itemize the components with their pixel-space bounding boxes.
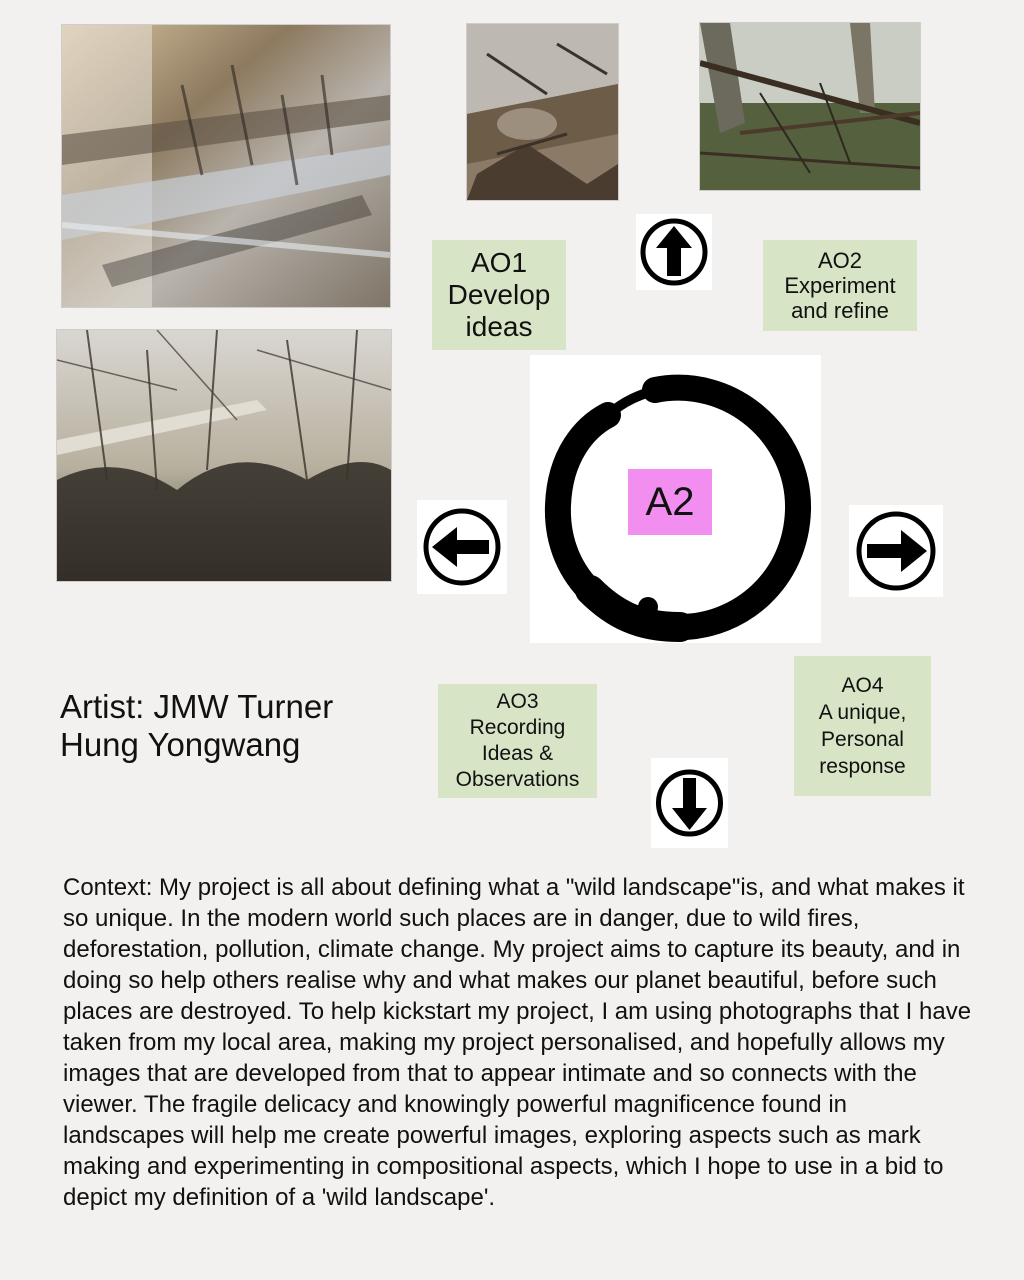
arrow-up-circle-icon xyxy=(636,214,712,290)
ao4-line2: A unique, xyxy=(818,701,907,724)
arrow-right-circle-icon xyxy=(849,505,943,597)
painting-image-top-left xyxy=(62,25,390,307)
ao3-line4: Observations xyxy=(455,768,580,791)
artist-line-2: Hung Yongwang xyxy=(60,726,301,763)
ao3-line2: Recording xyxy=(469,716,566,739)
arrow-down-circle-icon xyxy=(651,758,728,848)
photo-log-bark xyxy=(467,24,618,200)
ao2-line2: Experiment xyxy=(784,272,896,298)
ao1-code: AO1 xyxy=(470,246,528,278)
ao4-line4: response xyxy=(819,755,906,778)
ao2-code: AO2 xyxy=(817,247,863,273)
artist-names xyxy=(60,688,333,764)
arrow-left-circle-icon xyxy=(417,500,507,594)
ao3-box xyxy=(438,684,597,798)
ao4-code: AO4 xyxy=(841,674,884,697)
ao3-code: AO3 xyxy=(496,690,539,713)
ao3-line3: Ideas & xyxy=(481,742,554,765)
ao1-line3: ideas xyxy=(465,311,533,343)
ao2-line3: and refine xyxy=(791,298,889,324)
artist-line-1: Artist: JMW Turner xyxy=(60,688,334,725)
a2-label: A2 xyxy=(628,469,712,535)
ao4-box xyxy=(794,656,931,796)
ao4-line3: Personal xyxy=(821,728,904,751)
ao1-line2: Develop xyxy=(447,278,551,310)
ao2-box xyxy=(763,240,917,331)
ao1-box xyxy=(432,240,566,350)
context-paragraph: Context: My project is all about defining what a "wild landscape"is, and what makes it so unique. In the modern world such places are in danger, due to wild fires, deforestation, pollution, climate change. My project aims to capture its beauty, and in doing so help others realise why and what makes our planet beautiful, before such places are destroyed. To help kickstart my project, I am using photographs that I have taken from my local area, making my project personalised, and hopefully allows my images that are developed from that to appear intimate and so connects with the viewer. The fragile delicacy and knowingly powerful magnificence found in landscapes will help me create powerful images, exploring aspects such as mark making and experimenting in compositional aspects, which I hope to use in a bid to depict my definition of a 'wild landscape'. xyxy=(63,874,972,1211)
photo-misty-trees xyxy=(57,330,391,581)
photo-fallen-branches xyxy=(700,23,920,190)
